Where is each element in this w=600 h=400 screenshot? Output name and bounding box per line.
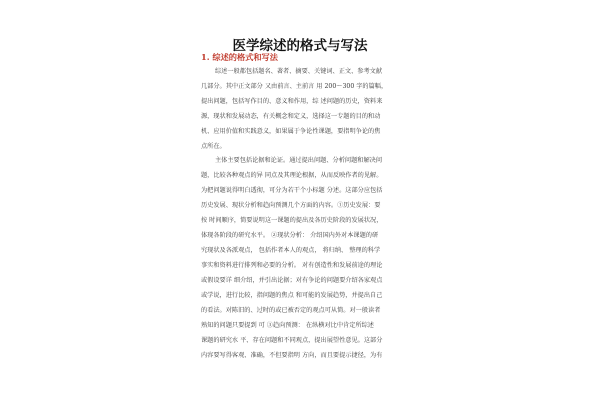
paragraph-line: 机、应用价值和实践意义，如果属于争论性课题，要指明争论的焦: [201, 128, 381, 135]
paragraph-line: 内容要写得客观、准确，不但要指明 方向，而且要提示捷径，为有: [201, 352, 383, 359]
section-heading: 1. 综述的格式和写法: [201, 52, 278, 62]
paragraph-line: 几部分。其中正文部分 又由前言、主前言 用 200～300 字的篇幅，: [201, 83, 388, 90]
paragraph-line: 熟知的问题只要提到 可 ③趋向预测： 在纵横对比中肯定所综述: [201, 322, 374, 329]
document-title: 医学综述的格式与写法: [232, 38, 368, 54]
paragraph-line: 点所在。: [201, 143, 226, 150]
paragraph-line: 课题的研究水 平、存在问题和不同观点，提出展望性意见。这部分: [201, 337, 383, 344]
paragraph-line: 或学说，进行比较，指问题的焦点 和可能的发展趋势，并提出自己: [201, 292, 383, 299]
paragraph-line: 体现各阶段的研究水平。 ②现状分析： 介绍国内外对本课题的研: [201, 232, 379, 239]
paragraph-line: 题，比较各种观点的异 同点及其理论根据，从而反映作者的见解。: [201, 172, 383, 179]
paragraph-line: 为把问题说得明白透彻，可分为若干个小标题 分述。这部分应包括: [201, 187, 383, 194]
paragraph-line: 究现状及各派观点， 包括作者本人的观点， 将归纳、 整理的科学: [201, 247, 381, 254]
paragraph-line: 主体主要包括论据和论证。通过提出问题、分析问题和解决问: [215, 157, 383, 164]
paragraph-line: 或假设要详 细介绍，并引出论据；对有争论的问题要介绍各家观点: [201, 277, 383, 284]
paragraph-line: 事实和资料进行排列和必要的分析。 对有创造性和发展前途的理论: [201, 262, 383, 269]
paragraph-line: 按 时间顺序，简要说明这一课题的提出及各历史阶段的发展状况，: [201, 217, 383, 224]
paragraph-line: 历史发展、现状分析和趋向预测几个方面的内容。①历史发展：要: [201, 202, 381, 209]
paragraph-line: 提出问题，包括写作目的、意义和作用，综 述问题的历史，资料来: [201, 98, 383, 105]
paragraph-line: 的看法。对陈旧的、过时的或已被否定的观点可从简。对一般读者: [201, 307, 381, 314]
paragraph-line: 综述一般都包括题名、著者、摘要、关键词、正文、参考文献: [215, 68, 383, 75]
paragraph-line: 源，现状和发展动态，有关概念和定义，选择这一专题的目的和动: [201, 113, 381, 120]
